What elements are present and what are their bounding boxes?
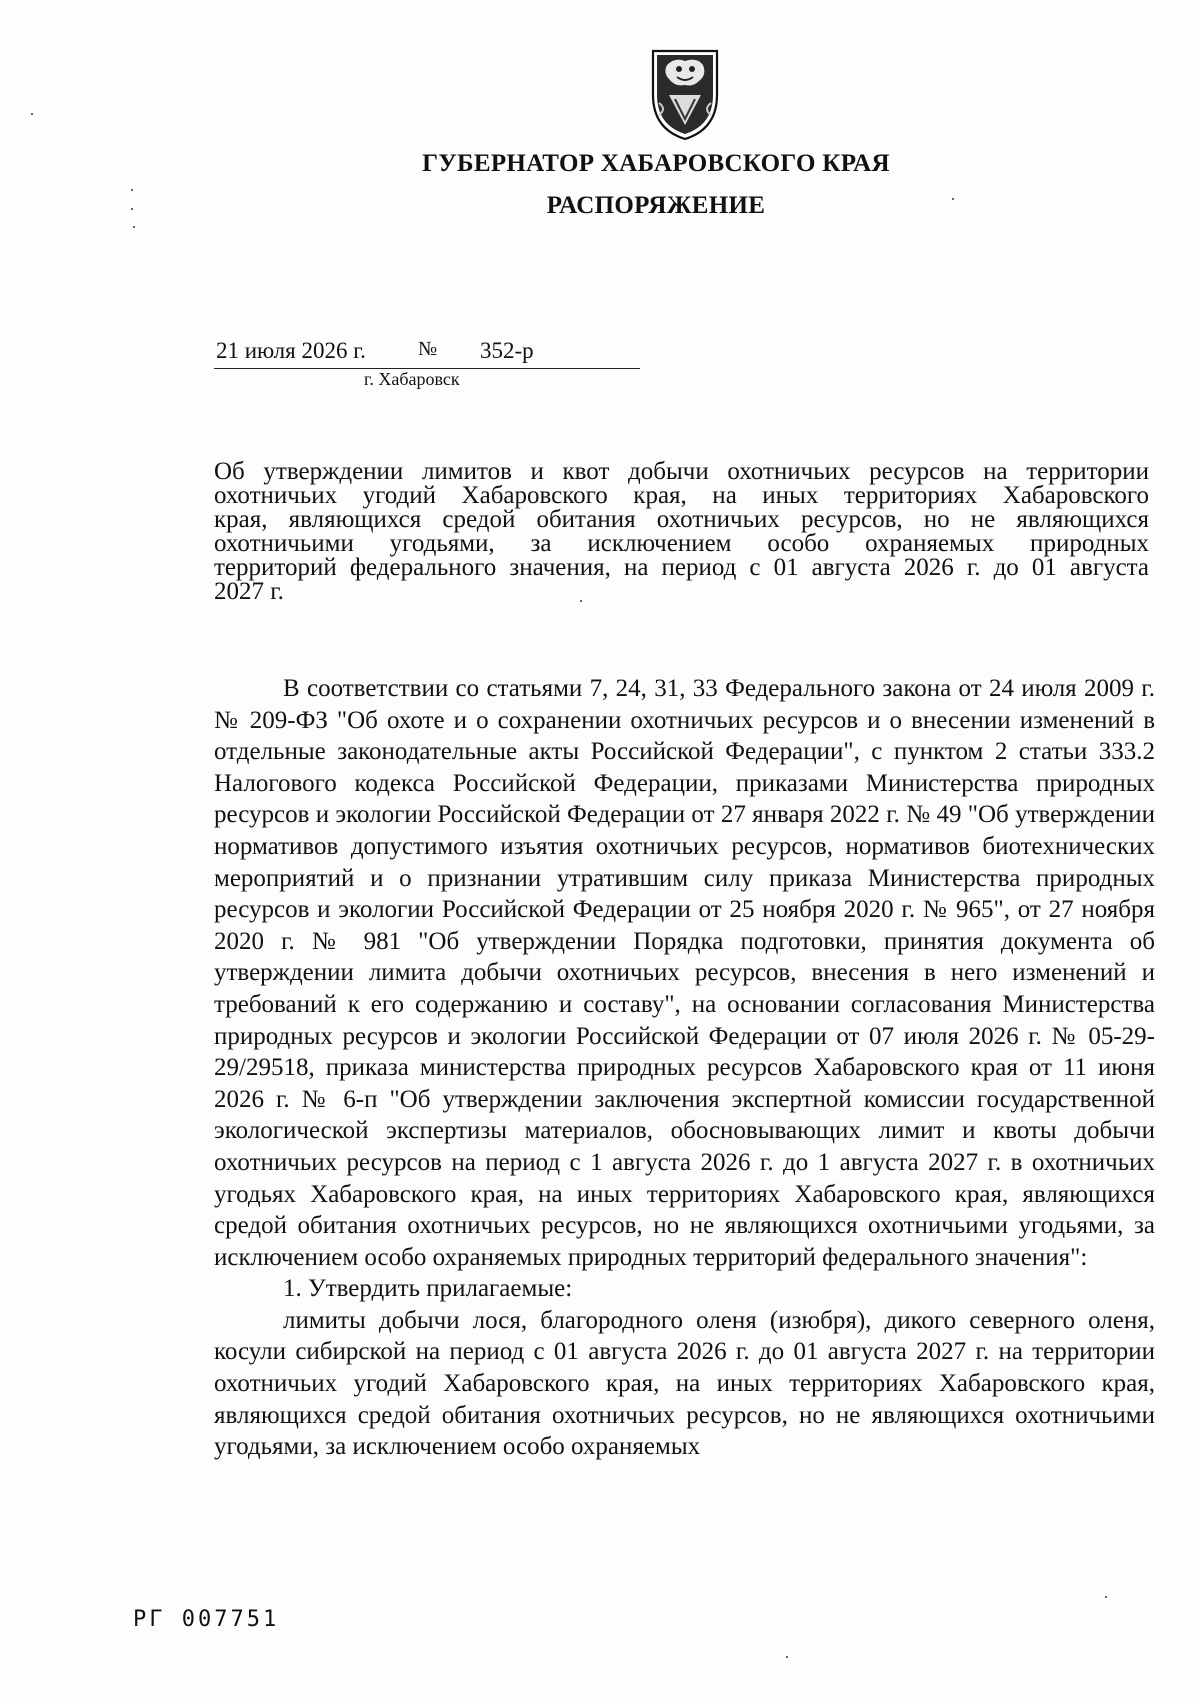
scan-speck: [952, 198, 954, 200]
scan-speck: [133, 226, 135, 228]
number-sign: №: [418, 338, 438, 360]
subject-line: территорий федерального значения, на период с 01 августа 2026 г. до 01 августа: [214, 554, 1149, 581]
subject-line: охотничьих угодий Хабаровского края, на иных территориях Хабаровского: [214, 482, 1149, 509]
subject-line: края, являющихся средой обитания охотничьих ресурсов, но не являющихся: [214, 506, 1149, 533]
subject-line: охотничьими угодьями, за исключением особо охраняемых природных: [214, 530, 1149, 557]
form-serial-number: РГ 007751: [133, 1607, 280, 1632]
scan-speck: [131, 189, 133, 191]
document-number: 352-р: [480, 338, 534, 363]
subject-line: Об утверждении лимитов и квот добычи охотничьих ресурсов на территории: [214, 458, 1149, 485]
issuing-authority: ГУБЕРНАТОР ХАБАРОВСКОГО КРАЯ: [422, 150, 890, 177]
coat-of-arms-icon: [645, 43, 725, 143]
subject-line: 2027 г.: [214, 578, 284, 605]
document-type: РАСПОРЯЖЕНИЕ: [546, 192, 766, 219]
registration-line: [214, 336, 640, 369]
city: г. Хабаровск: [364, 369, 460, 389]
scan-speck: [1105, 1596, 1107, 1598]
scan-speck: [131, 208, 133, 210]
clause-1-heading: 1. Утвердить прилагаемые:: [283, 1275, 573, 1303]
clause-1-text: лимиты добычи лося, благородного оленя (изюбря), дикого северного оленя, косули сибирской на период с 01 августа 2026 г. до 01 августа 2027 г. на территории охотничьих угодий Хабаровского края, на иных территориях Хабаровского края, являющихся средой обитания охотничьих ресурсов, но не являющихся охотничьими угодьями, за исключением особо охраняемых: [214, 1306, 1155, 1461]
preamble-paragraph: В соответствии со статьями 7, 24, 31, 33 Федерального закона от 24 июля 2009 г. № 209-ФЗ "Об охоте и о сохранении охотничьих ресурсов и о внесении изменений в отдельные законодательные акты Российской Федерации", с пунктом 2 статьи 333.2 Налогового кодекса Российской Федерации, приказами Министерства природных ресурсов и экологии Российской Федерации от 27 января 2022 г. № 49 "Об утверждении нормативов допустимого изъятия охотничьих ресурсов, нормативов биотехнических мероприятий и о признании утратившим силу приказа Министерства природных ресурсов и экологии Российской Федерации от 25 ноября 2020 г. № 965", от 27 ноября 2020 г. № 981 "Об утверждении Порядка подготовки, принятия документа об утверждении лимита добычи охотничьих ресурсов, внесения в него изменений и требований к его содержанию и составу", на основании согласования Министерства природных ресурсов и экологии Российской Федерации от 07 июля 2026 г. № 05-29-29/29518, приказа министерства природных ресурсов Хабаровского края от 11 июня 2026 г. № 6-п "Об утверждении заключения экспертной комиссии государственной экологической экспертизы материалов, обосновывающих лимит и квоты добычи охотничьих ресурсов на период с 1 августа 2026 г. до 1 августа 2027 г. в охотничьих угодьях Хабаровского края, на иных территориях Хабаровского края, являющихся средой обитания охотничьих ресурсов, но не являющихся охотничьими угодьями, за исключением особо охраняемых природных территорий федерального значения":: [214, 675, 1155, 1271]
document-body: [214, 673, 1155, 1463]
document-date: 21 июля 2026 г.: [216, 338, 366, 363]
scan-speck: [786, 1656, 788, 1658]
scan-speck: [31, 113, 33, 115]
document-subject: [214, 460, 1149, 604]
scan-speck: [580, 600, 582, 602]
